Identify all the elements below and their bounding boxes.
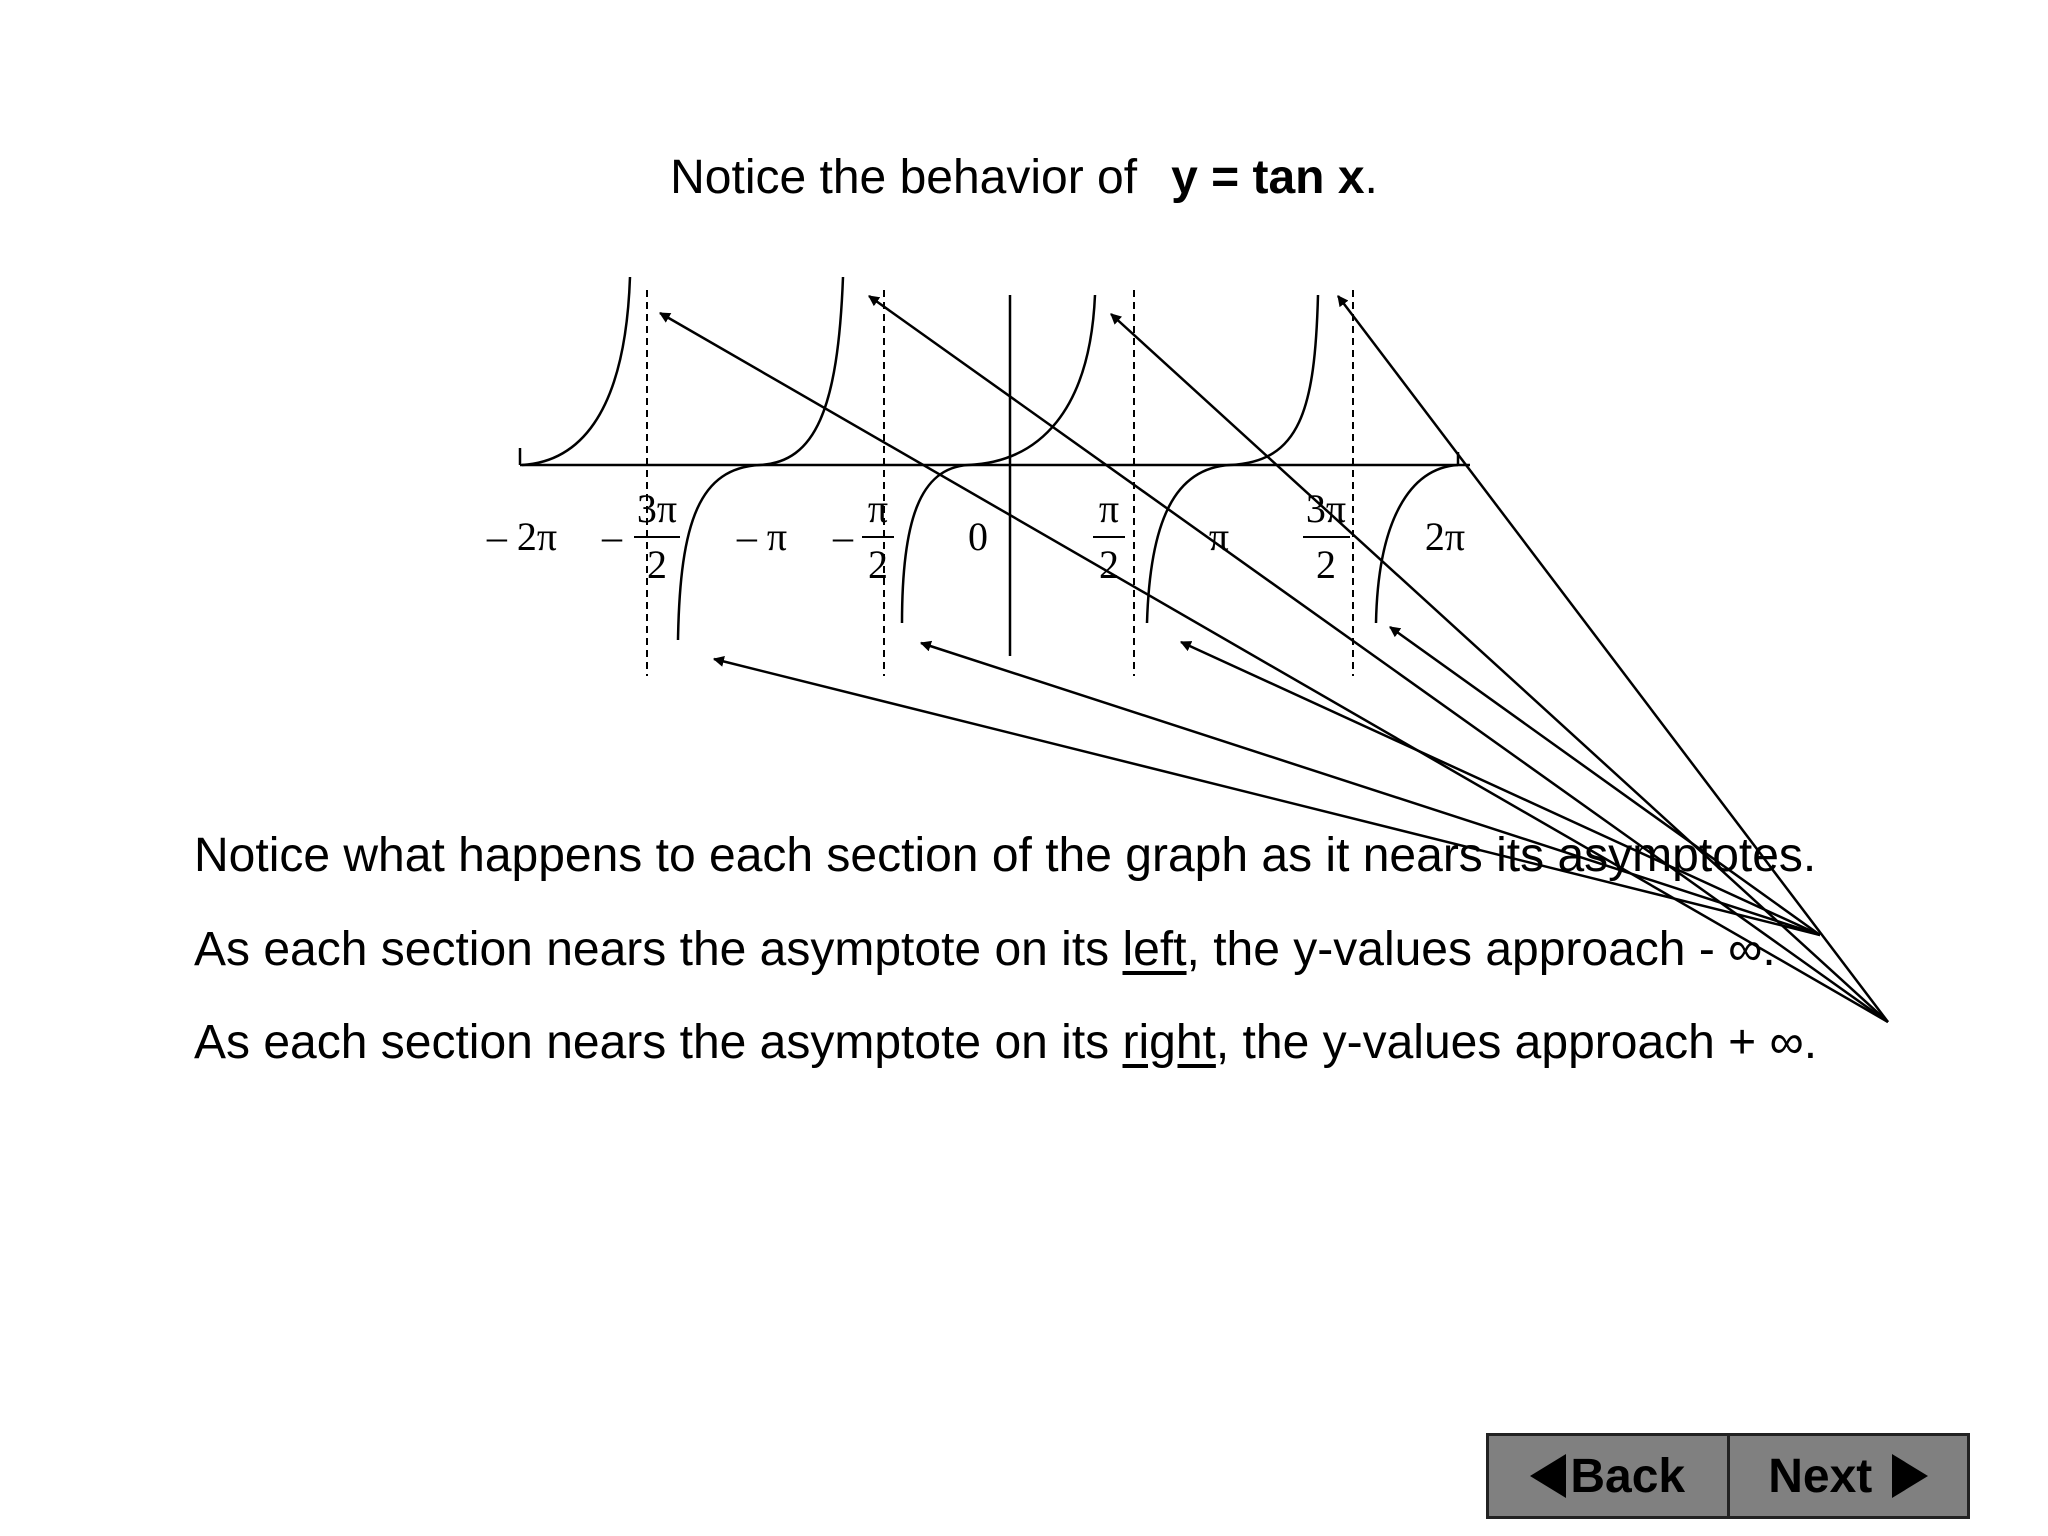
label-neg-3pi2-num: 3π [636,486,678,531]
label-3pi2-num: 3π [1305,486,1347,531]
label-3pi2-den: 2 [1316,542,1336,587]
statement-right [194,1015,1817,1070]
branch-upper-2 [760,277,843,465]
next-label: Next [1768,1449,1873,1503]
back-label: Back [1570,1449,1686,1503]
label-neg-pi: – π [736,514,788,559]
statement-left [194,922,1776,977]
statement-left-before: As each section nears the asymptote on its [194,923,1123,976]
branch-upper-4 [1230,295,1318,465]
branch-lower-2 [902,465,968,623]
statement-left-emph: left [1122,923,1187,976]
arrow-right-asymptote-1 [660,313,1888,1022]
title-equation: y = tan x [1171,151,1365,204]
statement-left-after: , the y-values approach - ∞. [1186,923,1776,976]
triangle-right-icon [1892,1454,1928,1498]
statement-asymptotes: Notice what happens to each section of the graph as it nears its asymptotes. [194,829,1817,882]
label-neg-pi2-num: π [867,486,889,531]
statement-right-before: As each section nears the asymptote on its [194,1016,1123,1069]
arrow-left-asymptote-1 [714,659,1820,935]
arrow-right-asymptote-2 [869,296,1888,1022]
label-pi2-den: 2 [1099,542,1119,587]
label-neg-3pi2-den: 2 [647,542,667,587]
label-pi2-num: π [1098,486,1120,531]
arrow-left-asymptote-4 [1390,627,1820,935]
back-button[interactable] [1489,1436,1727,1516]
arrow-left-asymptote-3 [1181,642,1820,935]
statement-right-after: , the y-values approach + ∞. [1215,1016,1818,1069]
title-prefix: Notice the behavior of [670,151,1138,204]
label-two-pi: 2π [1424,514,1466,559]
nav-bar [1486,1433,1970,1519]
arrow-right-asymptote-3 [1111,314,1888,1022]
arrow-left-asymptote-2 [921,643,1820,935]
label-neg-pi2-sign: – [833,514,853,559]
title-suffix: . [1364,151,1378,204]
label-pi: π [1208,514,1230,559]
branch-upper-1 [522,277,630,465]
label-neg-two-pi: – 2π [486,514,558,559]
label-neg-pi2-den: 2 [868,542,888,587]
arrow-right-asymptote-4 [1338,296,1888,1022]
statement-right-emph: right [1122,1016,1216,1069]
label-zero: 0 [968,514,988,559]
next-button[interactable] [1727,1436,1968,1516]
label-neg-3pi2-sign: – [602,514,622,559]
triangle-left-icon [1530,1454,1566,1498]
